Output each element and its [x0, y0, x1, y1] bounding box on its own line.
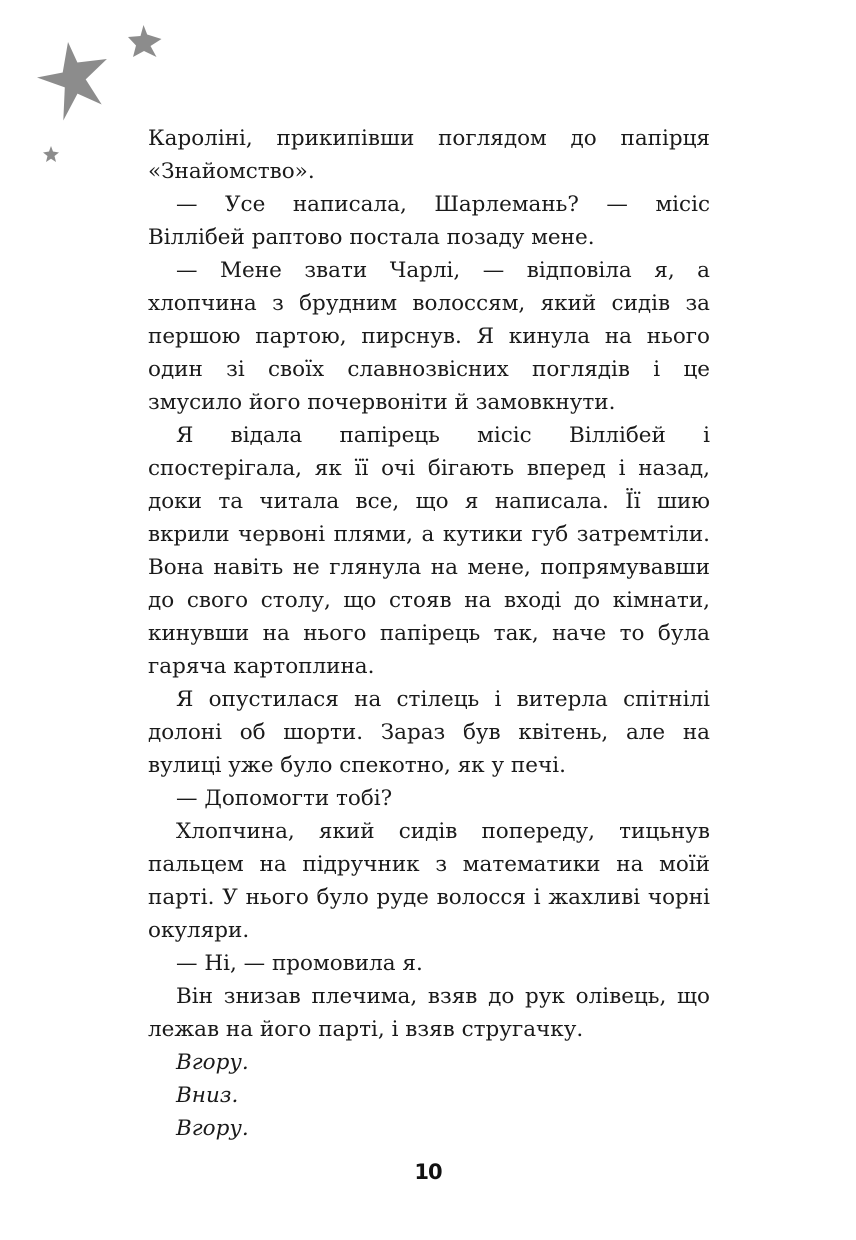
- large-star-icon: [37, 42, 107, 121]
- paragraph: Хлопчина, який сидів попереду, тицьнув пальцем на підручник з математики на моїй парті. У нього було руде волосся і жахливі чорні окуляри.: [148, 819, 710, 943]
- paragraph: Я опустилася на стілець і витерла спітнілі долоні об шорти. Зараз був квітень, але на вулиці уже було спекотно, як у печі.: [148, 687, 710, 778]
- italic-line: Вгору.: [176, 1116, 249, 1141]
- medium-star-icon: [128, 25, 162, 57]
- small-star-icon: [43, 146, 59, 162]
- paragraph: — Допомогти тобі?: [176, 786, 393, 811]
- italic-line: Вгору.: [176, 1050, 249, 1075]
- italic-line: Вниз.: [176, 1083, 239, 1108]
- body-text: [148, 122, 710, 1145]
- paragraph: Я відала папірець місіс Віллібей і спостерігала, як її очі бігають вперед і назад, доки та читала все, що я написала. Її шию вкрили червоні плями, а кутики губ затремтіли. Вона навіть не глянула на мене, попрямувавши до свого столу, що стояв на вході до кімнати, кинувши на нього папірець так, наче то була гаряча картоплина.: [148, 423, 710, 679]
- paragraph: — Ні, — промовила я.: [176, 951, 423, 976]
- paragraph: Кароліні, прикипівши поглядом до папірця «Знайомство».: [148, 126, 710, 184]
- paragraph: Він знизав плечима, взяв до рук олівець, що лежав на його парті, і взяв стругачку.: [148, 984, 710, 1042]
- page-number: 10: [414, 1160, 442, 1184]
- paragraph: — Мене звати Чарлі, — відповіла я, а хлопчина з брудним волоссям, який сидів за першою партою, пирснув. Я кинула на нього один зі своїх славнозвісних поглядів і це змусило його почервоніти й замовкнути.: [148, 258, 710, 415]
- paragraph: — Усе написала, Шарлемань? — місіс Віллібей раптово постала позаду мене.: [148, 192, 710, 250]
